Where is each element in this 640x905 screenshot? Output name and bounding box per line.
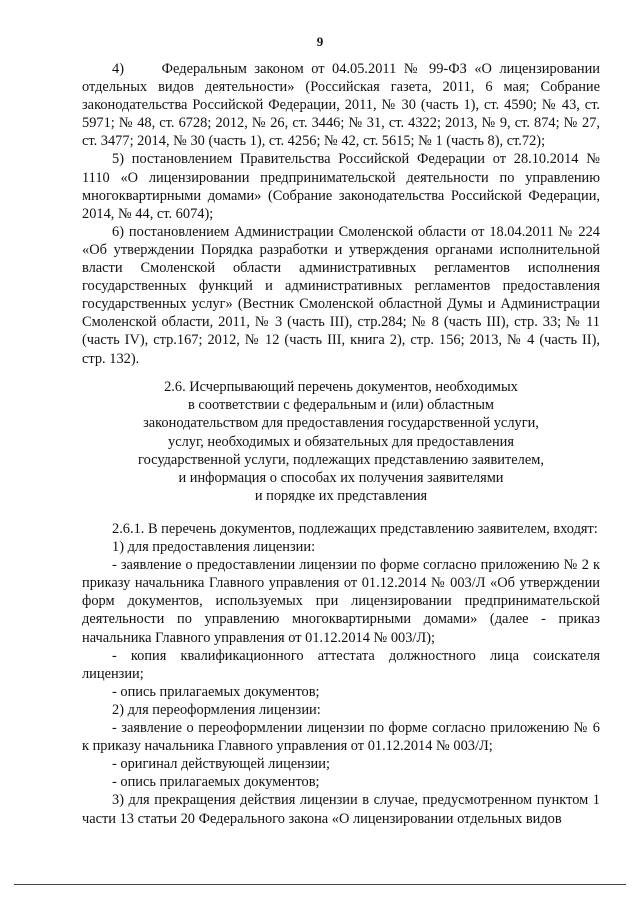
heading-line: государственной услуги, подлежащих представлению заявителем, xyxy=(138,451,544,468)
list-item-title: 3) для прекращения действия лицензии в случае, предусмотренном пунктом 1 части 13 статьи 20 Федерального закона «О лицензировании отдельных видов xyxy=(82,792,600,827)
list-item-title: 2) для переоформления лицензии: xyxy=(112,701,321,718)
legal-references-list xyxy=(82,60,600,368)
list-item: - опись прилагаемых документов; xyxy=(112,774,320,791)
reference-item-6: 6) постановлением Администрации Смоленской области от 18.04.2011 № 224 «Об утверждении Порядка разработки и утверждения органами исполнительной власти Смоленской области административных регламентов исполнения государственных функций и административных регламентов предоставления государственных услуг» (Вестник Смоленской областной Думы и Администрации Смоленской области, 2011, № 3 (часть III), стр.284; № 8 (часть III), стр. 33; № 11 (часть IV), стр.167; 2012, № 12 (часть III, книга 2), стр. 156; 2013, № 4 (часть II), стр. 132). xyxy=(82,223,600,367)
heading-line: и порядке их представления xyxy=(254,488,428,505)
list-item: - копия квалификационного аттестата должностного лица соискателя лицензии; xyxy=(82,647,600,682)
documents-list xyxy=(82,520,600,828)
heading-line: услуг, необходимых и обязательных для предоставления xyxy=(168,433,514,450)
list-item: - заявление о переоформлении лицензии по форме согласно приложению № 6 к приказу начальника Главного управления от 01.12.2014 № 003/Л; xyxy=(82,720,600,755)
clause-intro: 2.6.1. В перечень документов, подлежащих представлению заявителем, входят: xyxy=(112,521,598,537)
reference-item-4: 4) Федеральным законом от 04.05.2011 № 99-ФЗ «О лицензировании отдельных видов деятельности» (Российская газета, 2011, 6 мая; Собрание законодательства Российской Федерации, 2011, № 30 (часть 1), ст. 4590; № 43, ст. 5971; № 48, ст. 6728; 2012, № 26, ст. 3446; № 31, ст. 4322; 2013, № 9, ст. 874; № 27, ст. 3477; 2014, № 30 (часть 1), ст. 4256; № 42, ст. 5615; № 1 (часть 8), ст.72); xyxy=(82,61,600,150)
heading-line: и информация о способах их получения заявителями xyxy=(178,470,504,487)
heading-line: 2.6. Исчерпывающий перечень документов, необходимых xyxy=(164,379,518,395)
heading-line: законодательством для предоставления государственной услуги, xyxy=(143,415,539,432)
list-item: - заявление о предоставлении лицензии по форме согласно приложению № 2 к приказу начальника Главного управления от 01.12.2014 № 003/Л «Об утверждении форм документов, используемых при лицензировании предпринимательской деятельности по управлению многоквартирными домами» (далее - приказ начальника Главного управления от 01.12.2014 № 003/Л); xyxy=(82,557,600,646)
reference-item-5: 5) постановлением Правительства Российской Федерации от 28.10.2014 № 1110 «О лицензировании предпринимательской деятельности по управлению многоквартирными домами» (Собрание законодательства Российской Федерации, 2014, № 44, ст. 6074); xyxy=(82,151,600,222)
heading-line: в соответствии с федеральным и (или) областным xyxy=(188,397,494,414)
page-bottom-rule xyxy=(14,884,626,885)
list-item-title: 1) для предоставления лицензии: xyxy=(112,539,316,556)
list-item: - опись прилагаемых документов; xyxy=(112,683,320,700)
list-item: - оригинал действующей лицензии; xyxy=(112,756,330,773)
page-number: 9 xyxy=(316,34,324,49)
section-heading xyxy=(82,378,600,505)
